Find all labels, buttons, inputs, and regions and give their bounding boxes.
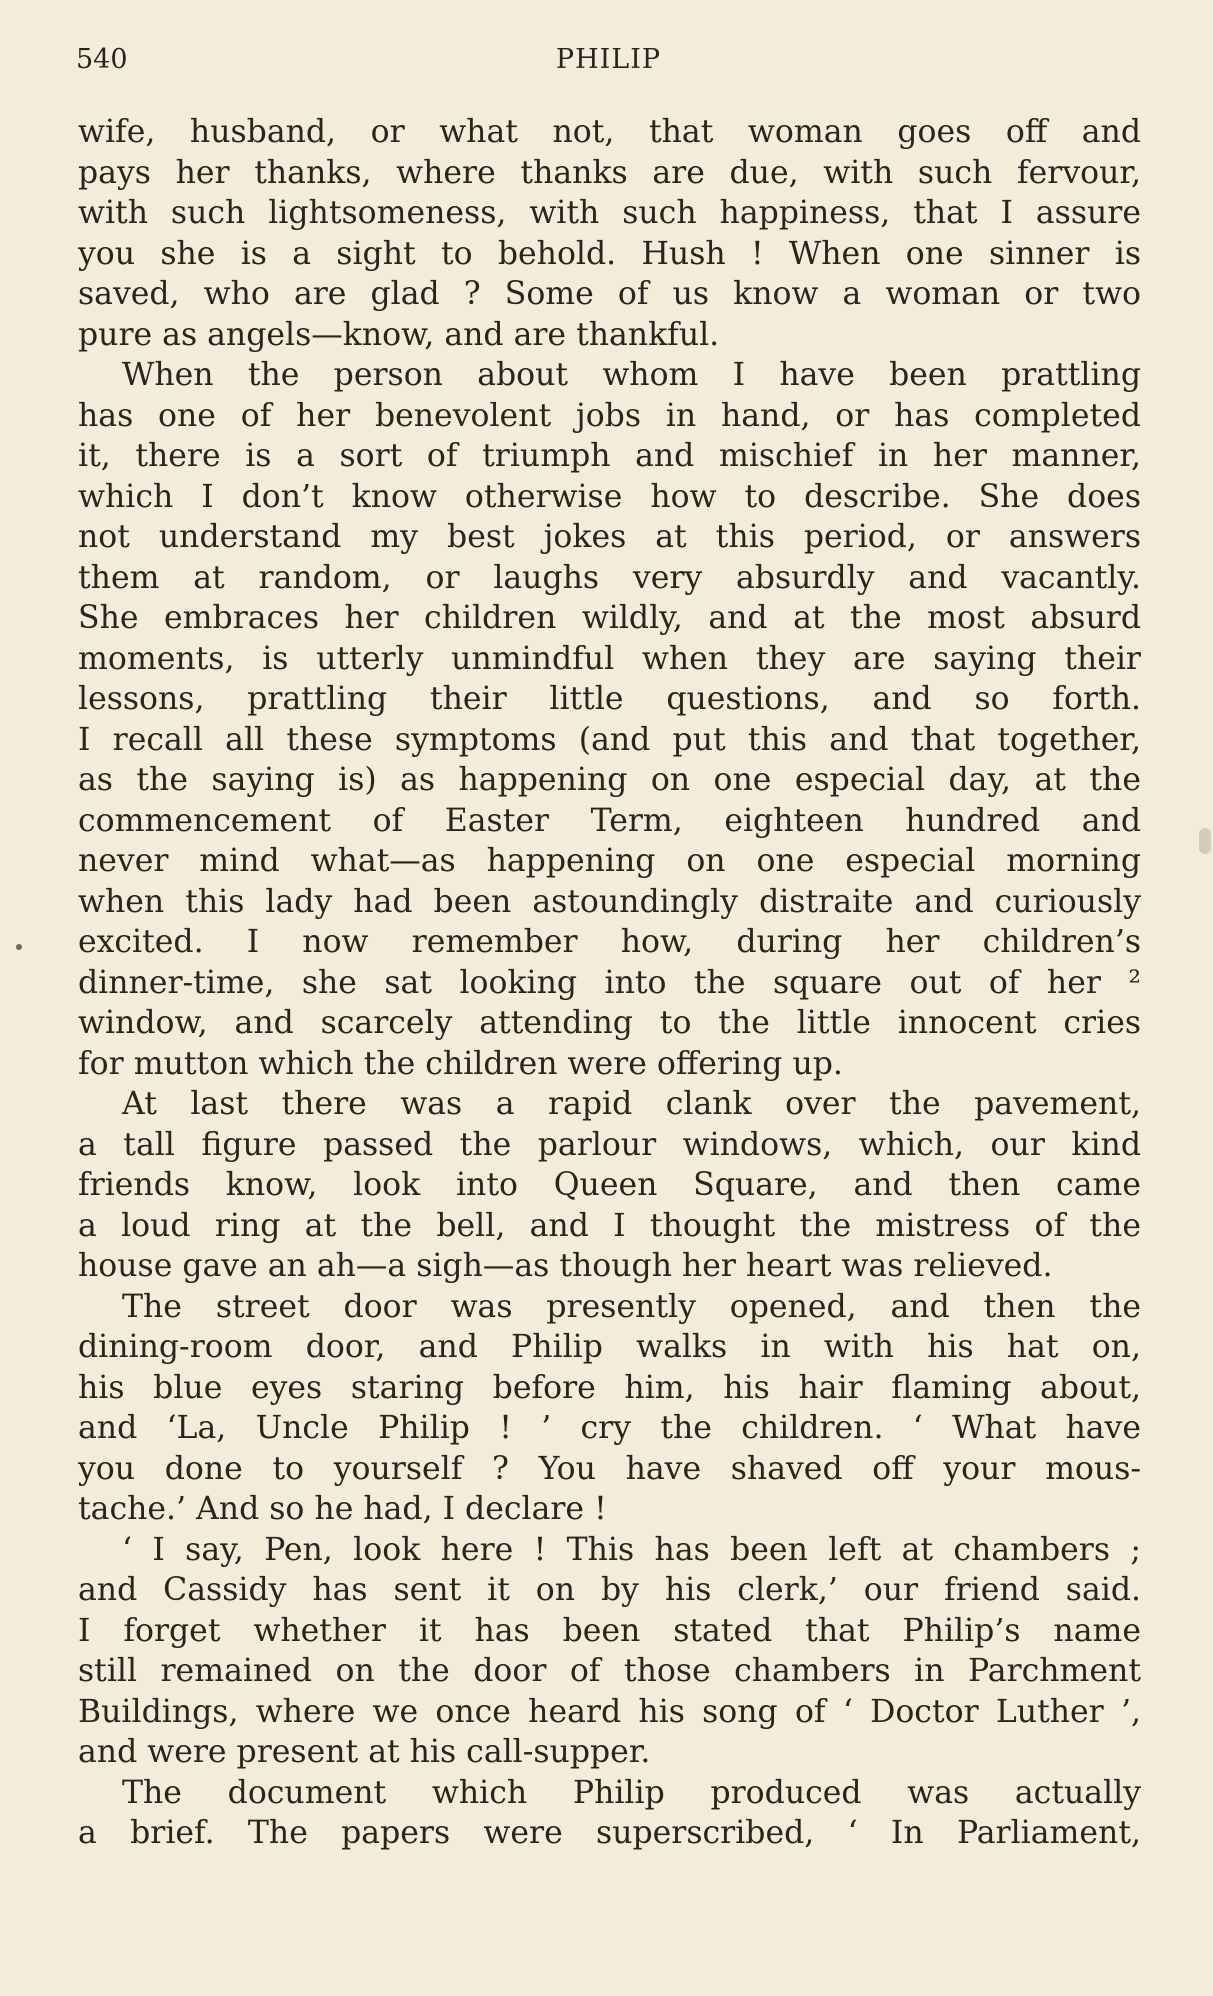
text-line: which I don’t know otherwise how to describe. She does — [78, 478, 1141, 515]
text-line: She embraces her children wildly, and at the most absurd — [78, 600, 1141, 636]
text-line: with such lightsomeness, with such happiness, that I assure — [78, 195, 1141, 231]
text-line: when this lady had been astoundingly distraite and curiously — [78, 883, 1141, 920]
text-line: not understand my best jokes at this period, or answers — [78, 519, 1141, 555]
text-line: and were present at his call-supper. — [78, 1734, 651, 1770]
body-text — [78, 112, 1141, 1854]
text-line: it, there is a sort of triumph and mischief in her manner, — [78, 438, 1141, 474]
text-line: for mutton which the children were offering up. — [78, 1045, 843, 1082]
text-line: lessons, prattling their little questions, and so forth. — [78, 681, 1141, 717]
text-line: you done to yourself ? You have shaved off your mous- — [78, 1450, 1141, 1487]
text-line: never mind what—as happening on one especial morning — [78, 843, 1141, 879]
text-line: them at random, or laughs very absurdly and vacantly. — [78, 559, 1141, 596]
text-line: When the person about whom I have been prattling — [122, 357, 1141, 393]
text-line: saved, who are glad ? Some of us know a woman or two — [78, 276, 1141, 312]
text-line: ‘ I say, Pen, look here ! This has been left at chambers ; — [122, 1531, 1141, 1568]
text-line: a brief. The papers were superscribed, ‘ In Parliament, — [78, 1815, 1141, 1851]
text-line: still remained on the door of those chambers in Parchment — [78, 1653, 1141, 1689]
text-line: pays her thanks, where thanks are due, with such fervour, — [78, 154, 1141, 191]
text-line: tache.’ And so he had, I declare ! — [78, 1491, 607, 1527]
text-line: pure as angels—know, and are thankful. — [78, 316, 720, 353]
page-header — [76, 40, 1141, 80]
text-line: a tall figure passed the parlour windows, which, our kind — [78, 1126, 1141, 1163]
text-line: window, and scarcely attending to the little innocent cries — [78, 1005, 1141, 1041]
text-line: and ‘La, Uncle Philip ! ’ cry the children. ‘ What have — [78, 1410, 1141, 1446]
page-edge-mark — [1199, 828, 1211, 854]
text-line: his blue eyes staring before him, his hair flaming about, — [78, 1369, 1141, 1406]
text-line: a loud ring at the bell, and I thought the mistress of the — [78, 1207, 1141, 1244]
text-line: wife, husband, or what not, that woman goes off and — [78, 114, 1141, 150]
text-line: I recall all these symptoms (and put this and that together, — [78, 721, 1141, 758]
text-line: At last there was a rapid clank over the pavement, — [122, 1086, 1141, 1122]
text-line: house gave an ah—a sigh—as though her heart was relieved. — [78, 1248, 1053, 1284]
text-line: as the saying is) as happening on one especial day, at the — [78, 762, 1141, 798]
text-line: commencement of Easter Term, eighteen hundred and — [78, 802, 1141, 839]
margin-mark — [16, 944, 22, 950]
text-line: has one of her benevolent jobs in hand, or has completed — [78, 397, 1141, 434]
text-line: excited. I now remember how, during her children’s — [78, 924, 1141, 960]
page-number: 540 — [76, 44, 128, 75]
text-line: The document which Philip produced was actually — [122, 1774, 1141, 1811]
text-line: friends know, look into Queen Square, and then came — [78, 1167, 1141, 1203]
running-title: PHILIP — [555, 44, 662, 75]
text-line: and Cassidy has sent it on by his clerk,’ our friend said. — [78, 1572, 1141, 1608]
text-line: moments, is utterly unmindful when they are saying their — [78, 640, 1141, 677]
text-line: dinner-time, she sat looking into the square out of her ² — [78, 964, 1141, 1001]
text-line: Buildings, where we once heard his song of ‘ Doctor Luther ’, — [78, 1693, 1141, 1730]
text-line: you she is a sight to behold. Hush ! When one sinner is — [78, 235, 1141, 272]
text-line: I forget whether it has been stated that Philip’s name — [78, 1612, 1141, 1649]
text-line: dining-room door, and Philip walks in with his hat on, — [78, 1329, 1141, 1365]
text-line: The street door was presently opened, and then the — [122, 1288, 1141, 1325]
